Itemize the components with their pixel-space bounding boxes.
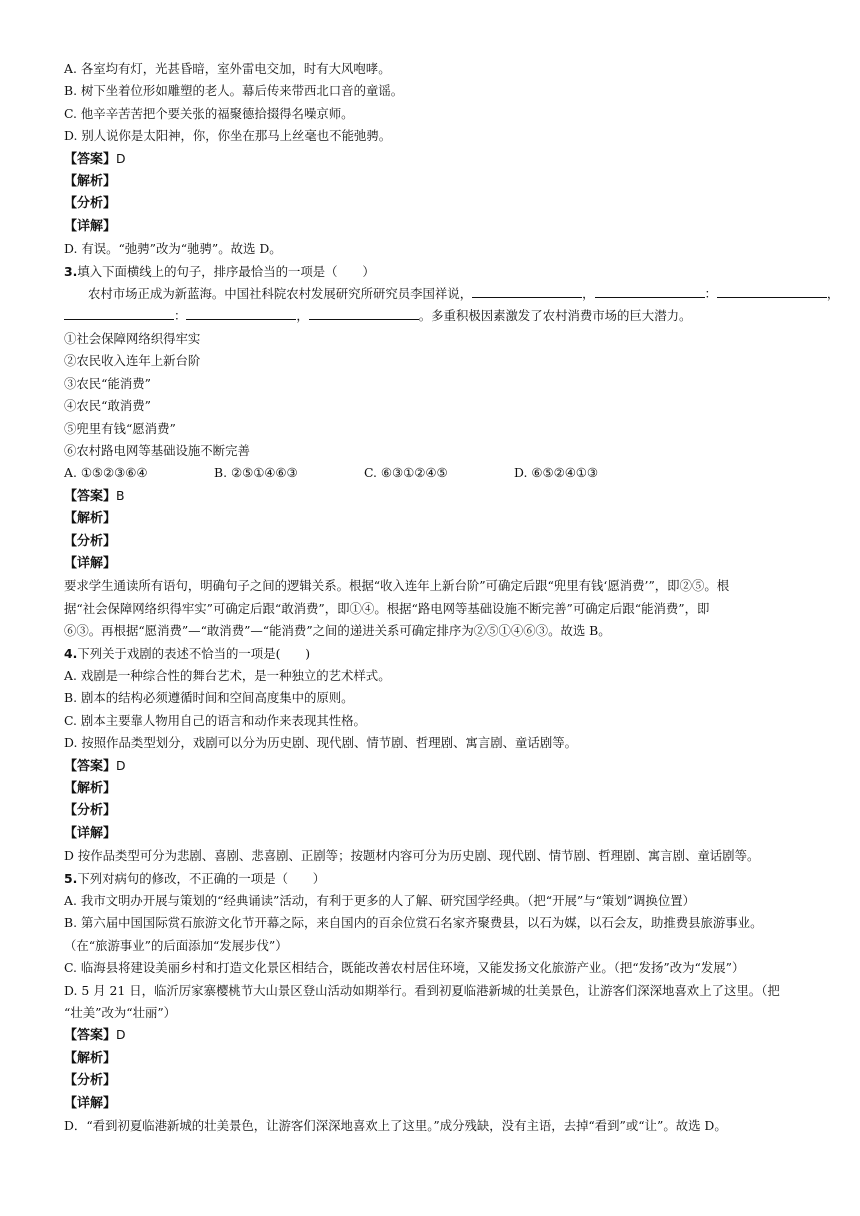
q3-choice-c: C. ⑥③①②④⑤ [364, 465, 448, 481]
q3-item-5: ⑤兜里有钱“愿消费” [64, 420, 176, 436]
q2-jiexi: 【解析】 [64, 174, 117, 190]
answer-letter: D [116, 757, 126, 773]
q4-option-b: B. 剧本的结构必须遵循时间和空间高度集中的原则。 [64, 690, 354, 706]
q3-xiangjie: 【详解】 [64, 555, 117, 571]
q4-option-d: D. 按照作品类型划分，戏剧可以分为历史剧、现代剧、情节剧、哲理剧、寓言剧、童话剧等。 [64, 735, 577, 751]
q3-detail-line-3: ⑥③。再根据“愿消费”—“敢消费”—“能消费”之间的递进关系可确定排序为②⑤①④⑥③。故选 B。 [64, 623, 611, 639]
q3-item-1: ①社会保障网络织得牢实 [64, 330, 201, 346]
q2-option-d: D. 别人说你是太阳神，你，你坐在那马上丝毫也不能弛骋。 [64, 128, 392, 144]
fill-blank-5[interactable] [186, 305, 296, 320]
q2-fenxi: 【分析】 [64, 196, 117, 212]
q3-jiexi: 【解析】 [64, 511, 117, 527]
q4-answer [64, 755, 804, 778]
fill-blank-6[interactable] [309, 305, 419, 320]
q5-detail: D．“看到初夏临港新城的壮美景色，让游客们深深地喜欢上了这里。”成分残缺，没有主语，去掉“看到”或“让”。故选 D。 [64, 1118, 727, 1134]
q2-option-b: B. 树下坐着位形如雕塑的老人。幕后传来带西北口音的童谣。 [64, 83, 404, 99]
q5-jiexi: 【解析】 [64, 1050, 117, 1066]
q3-choices [64, 462, 804, 484]
q4-stem [64, 643, 804, 665]
q3-choice-b: B. ②⑤①④⑥③ [214, 465, 298, 481]
fill-blank-1[interactable] [472, 283, 582, 298]
question-number: 5. [64, 870, 78, 886]
q2-option-c: C. 他辛辛苦苦把个要关张的福聚德拾掇得名噪京师。 [64, 105, 354, 121]
q5-fenxi: 【分析】 [64, 1073, 117, 1089]
q2-option-a: A. 各室均有灯，光甚昏暗，室外雷电交加，时有大风咆哮。 [64, 61, 391, 76]
q3-item-4: ④农民“敢消费” [64, 398, 152, 414]
answer-tag: 【答案】 [64, 1028, 117, 1044]
passage-text: 农村市场正成为新蓝海。中国社科院农村发展研究所研究员李国祥说， [88, 286, 473, 302]
q3-detail-line-2: 据“社会保障网络织得牢实”可确定后跟“敢消费”，即①④。根据“路电网等基础设施不断完善”可确定后跟“能消费”，即 [64, 600, 710, 616]
q3-item-6: ⑥农村路电网等基础设施不断完善 [64, 442, 250, 458]
q5-xiangjie: 【详解】 [64, 1095, 117, 1111]
q5-answer [64, 1024, 804, 1047]
q4-option-c: C. 剧本主要靠人物用自己的语言和动作来表现其性格。 [64, 712, 366, 728]
q4-jiexi: 【解析】 [64, 781, 117, 796]
document-page [64, 58, 840, 1138]
answer-letter: D [116, 1027, 126, 1043]
passage-text-end: 。多重积极因素激发了农村消费市场的巨大潜力。 [418, 308, 692, 324]
q3-detail-line-1: 要求学生通读所有语句，明确句子之间的逻辑关系。根据“收入连年上新台阶”可确定后跟“兜里有钱‘愿消费’”，即②⑤。根 [64, 578, 730, 594]
fill-blank-3[interactable] [717, 283, 827, 298]
fill-blank-4[interactable] [64, 305, 174, 320]
q4-fenxi: 【分析】 [64, 803, 117, 819]
q5-option-b-line-1: B. 第六届中国国际赏石旅游文化节开幕之际，来自国内的百余位赏石名家齐聚费县，以石为媒，以石会友，助推费县旅游事业。 [64, 915, 763, 931]
question-stem: 填入下面横线上的句子，排序最恰当的一项是（ ） [77, 263, 375, 279]
question-number: 3. [64, 263, 78, 279]
q5-option-a: A. 我市文明办开展与策划的“经典诵读”活动，有利于更多的人了解、研究国学经典。（把“开展”与“策划”调换位置） [64, 893, 695, 909]
q4-detail: D 按作品类型可分为悲剧、喜剧、悲喜剧、正剧等；按题材内容可分为历史剧、现代剧、情节剧、哲理剧、寓言剧、童话剧等。 [64, 848, 760, 864]
q3-choice-d: D. ⑥⑤②④①③ [514, 465, 599, 481]
q3-stem [64, 261, 804, 283]
q4-xiangjie: 【详解】 [64, 825, 117, 841]
q2-xiangjie: 【详解】 [64, 218, 117, 234]
question-stem: 下列对病句的修改，不正确的一项是（ ） [77, 870, 326, 886]
q3-answer [64, 485, 804, 508]
q5-option-c: C. 临海县将建设美丽乡村和打造文化景区相结合，既能改善农村居住环境，又能发扬文化旅游产业。（把“发扬”改为“发展”） [64, 960, 745, 976]
q3-fenxi: 【分析】 [64, 533, 117, 549]
q5-option-d-line-1: D. 5 月 21 日，临沂厉家寨樱桃节大山景区登山活动如期举行。看到初夏临港新城的壮美景色，让游客们深深地喜欢上了这里。（把 [64, 982, 780, 998]
q3-passage-line-1: 农村市场正成为新蓝海。中国社科院农村发展研究所研究员李国祥说， ， ： ， [64, 283, 804, 305]
q5-stem [64, 868, 804, 890]
q3-item-2: ②农民收入连年上新台阶 [64, 353, 201, 369]
q3-item-3: ③农民“能消费” [64, 375, 152, 391]
q3-choice-a: A. ①⑤②③⑥④ [64, 465, 148, 481]
question-stem: 下列关于戏剧的表述不恰当的一项是( ) [77, 645, 311, 661]
q2-detail: D. 有误。“弛骋”改为“驰骋”。故选 D。 [64, 241, 282, 257]
answer-letter: B [116, 487, 125, 503]
answer-tag: 【答案】 [64, 758, 117, 774]
answer-tag: 【答案】 [64, 151, 117, 167]
q5-option-d-line-2: “壮美”改为“壮丽”） [64, 1005, 177, 1021]
q2-answer [64, 148, 804, 171]
answer-tag: 【答案】 [64, 488, 117, 504]
answer-letter: D [116, 150, 126, 166]
q4-option-a: A. 戏剧是一种综合性的舞台艺术，是一种独立的艺术样式。 [64, 667, 391, 683]
fill-blank-2[interactable] [595, 283, 705, 298]
question-number: 4. [64, 645, 78, 661]
q3-passage-line-2: ： ， 。多重积极因素激发了农村消费市场的巨大潜力。 [64, 305, 804, 327]
q5-option-b-line-2: （在“旅游事业”的后面添加“发展步伐”） [64, 937, 288, 953]
